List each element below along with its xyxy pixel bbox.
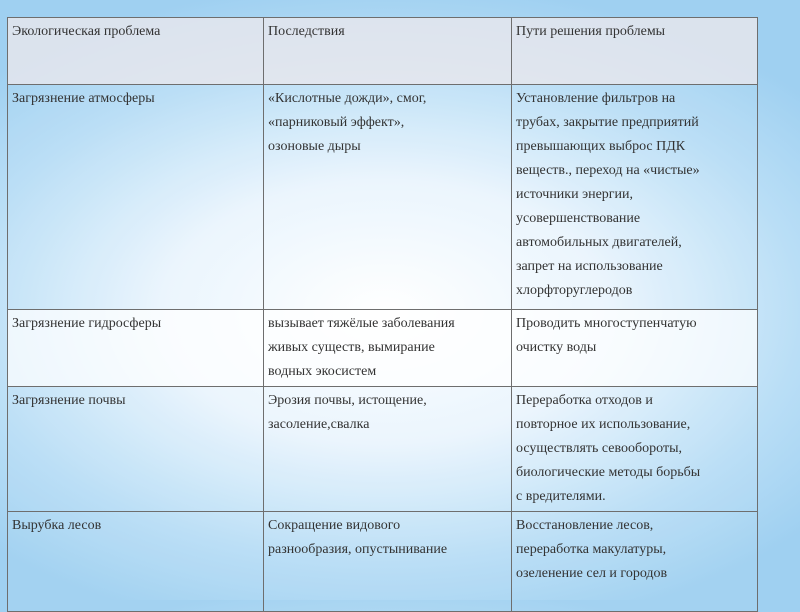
cell-consequences: «Кислотные дожди», смог, «парниковый эффект», озоновые дыры bbox=[264, 85, 512, 310]
cell-solutions: Переработка отходов и повторное их использование, осуществлять севообороты, биологические методы борьбы с вредителями. bbox=[512, 387, 758, 512]
cell-consequences: Эрозия почвы, истощение, засоление,свалка bbox=[264, 387, 512, 512]
table-row bbox=[8, 387, 758, 512]
cell-problem: Загрязнение почвы bbox=[8, 387, 264, 512]
table-row bbox=[8, 512, 758, 612]
table-row bbox=[8, 85, 758, 310]
cell-consequences: Сокращение видового разнообразия, опустынивание bbox=[264, 512, 512, 612]
cell-solutions: Восстановление лесов, переработка макулатуры, озеленение сел и городов bbox=[512, 512, 758, 612]
header-consequences: Последствия bbox=[264, 18, 512, 85]
cell-problem: Загрязнение гидросферы bbox=[8, 310, 264, 387]
cell-solutions: Установление фильтров на трубах, закрытие предприятий превышающих выброс ПДК веществ., переход на «чистые» источники энергии, усовершенствование автомобильных двигателей, запрет на использование хлорфторуглеродов bbox=[512, 85, 758, 310]
table-header-row bbox=[8, 18, 758, 85]
header-solutions: Пути решения проблемы bbox=[512, 18, 758, 85]
header-problem: Экологическая проблема bbox=[8, 18, 264, 85]
cell-solutions: Проводить многоступенчатую очистку воды bbox=[512, 310, 758, 387]
cell-problem: Вырубка лесов bbox=[8, 512, 264, 612]
table-row bbox=[8, 310, 758, 387]
ecology-table bbox=[7, 17, 758, 612]
cell-problem: Загрязнение атмосферы bbox=[8, 85, 264, 310]
cell-consequences: вызывает тяжёлые заболевания живых существ, вымирание водных экосистем bbox=[264, 310, 512, 387]
